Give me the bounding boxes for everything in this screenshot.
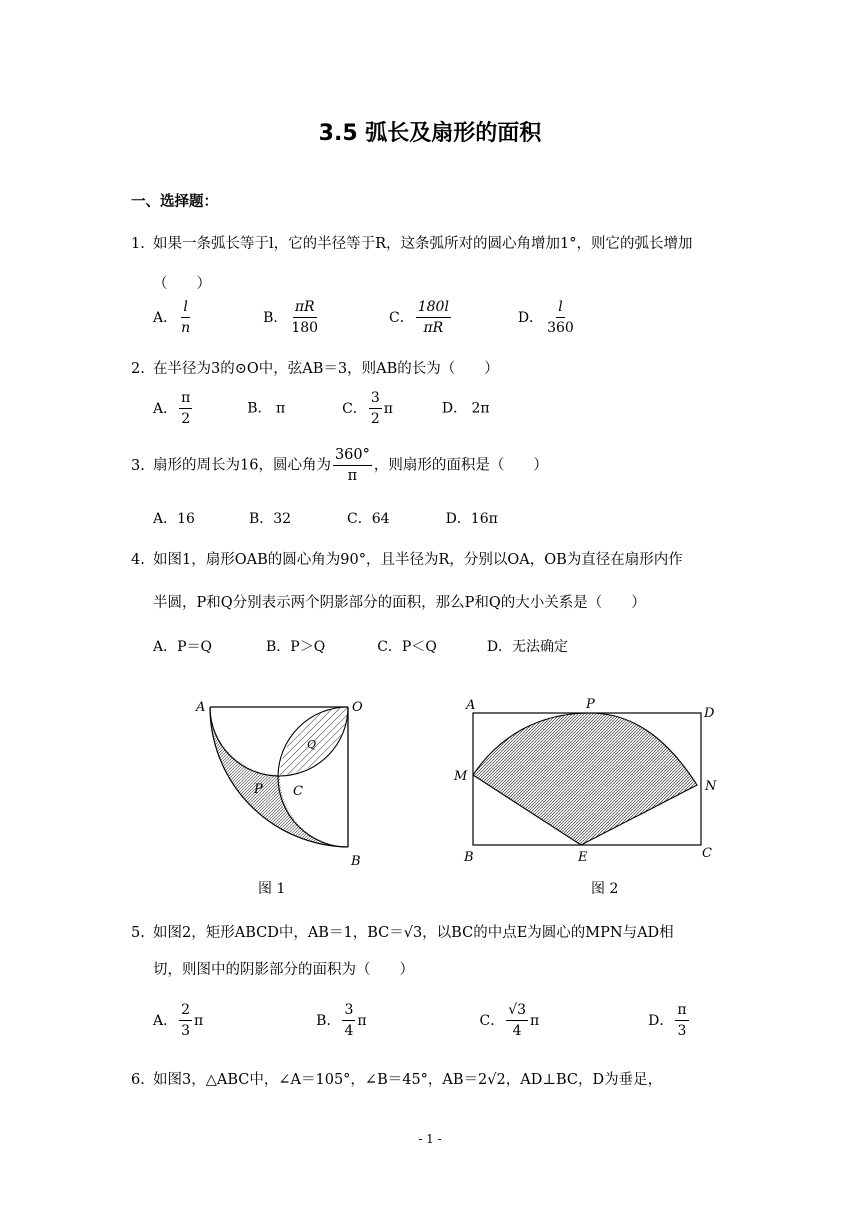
label-p: P (254, 782, 263, 797)
question-6 (131, 1068, 662, 1089)
option-b: B．32 (248, 511, 292, 527)
label-o: O (352, 700, 363, 715)
label-p: P (586, 697, 595, 712)
option-d: D． $\frac{\pi}{3}$ (648, 1002, 687, 1039)
label-m: M (454, 769, 468, 784)
option-d: D． 2π (441, 400, 490, 417)
option-c: C．P＜Q (377, 639, 437, 655)
label-a: A (466, 698, 476, 713)
label-b: B (351, 854, 361, 869)
question-5-options (153, 1000, 691, 1041)
question-text: 如图1，扇形OAB的圆心角为90°，且半径为R，分别以OA，OB为直径在扇形内作 (153, 552, 683, 568)
question-2 (131, 357, 499, 378)
option-b: B． π (247, 400, 286, 417)
question-number: 4. (131, 552, 145, 568)
question-4-options (153, 636, 568, 656)
section-heading: 一、选择题： (131, 194, 218, 210)
figure-1-caption: 图 1 (258, 881, 286, 897)
label-e: E (578, 850, 588, 865)
question-number: 6. (131, 1072, 145, 1088)
option-d: D．无法确定 (486, 639, 569, 655)
option-c: C． $\frac{√3}{4}$ π (479, 1002, 540, 1039)
label-c: C (702, 846, 712, 861)
option-b: B． $\frac{3}{4}$ π (316, 1002, 367, 1039)
label-a: A (196, 700, 206, 715)
page-title: 3.5 弧长及扇形的面积 (318, 121, 542, 146)
question-2-options (153, 388, 490, 429)
question-5-line2: 切，则图中的阴影部分的面积为（ ） (153, 962, 414, 978)
figure-2-caption: 图 2 (591, 881, 619, 897)
option-a: A．P＝Q (153, 639, 213, 655)
label-b: B (464, 850, 474, 865)
option-b: B． $\frac{\pi R}{180}$ (263, 299, 319, 336)
label-q: Q (307, 738, 317, 751)
question-4-line2: 半圆，P和Q分别表示两个阴影部分的面积，那么P和Q的大小关系是（ ） (153, 595, 646, 611)
question-number: 1. (131, 236, 145, 252)
option-a: A． $\frac{l}{n}$ (153, 299, 191, 336)
option-d: D． $\frac{l}{360}$ (517, 299, 574, 336)
question-number: 2. (131, 361, 145, 377)
question-1-paren: （ ） (153, 276, 211, 292)
option-a: A． $\frac{2}{3}$ π (153, 1002, 204, 1039)
question-text: 如图2，矩形ABCD中，AB＝1，BC＝√3，以BC的中点E为圆心的MPN与AD相 (153, 925, 674, 941)
page-number: - 1 - (418, 1132, 442, 1146)
option-c: C． $\frac{180l}{\pi R}$ (389, 299, 449, 336)
option-c: C．64 (347, 511, 390, 527)
option-b: B．P＞Q (266, 639, 326, 655)
question-number: 3. (131, 457, 145, 474)
question-1 (131, 232, 693, 253)
question-text-tail: ，则扇形的面积是（ ） (373, 457, 548, 474)
label-n: N (705, 779, 717, 794)
question-1-options (153, 297, 578, 338)
question-4 (131, 548, 683, 569)
question-number: 5. (131, 925, 145, 941)
option-a: A． $\frac{\pi}{2}$ (153, 390, 191, 427)
figure-1 (190, 695, 370, 870)
option-d: D．16π (445, 511, 498, 527)
question-3 (131, 445, 548, 486)
option-a: A．16 (153, 511, 195, 527)
figure-2 (450, 695, 730, 870)
question-5 (131, 921, 674, 942)
question-text: 在半径为3的⊙O中，弦AB＝3，则AB的长为（ ） (153, 361, 499, 377)
question-text: 如果一条弧长等于l，它的半径等于R，这条弧所对的圆心角增加1°，则它的弧长增加 (153, 236, 693, 252)
angle-fraction: $\frac{360^\circ}{\pi}$ (334, 447, 370, 484)
label-c: C (293, 784, 303, 799)
question-text: 扇形的周长为16，圆心角为 (153, 457, 331, 474)
option-c: C． $\frac{3}{2}$ π (342, 390, 393, 427)
label-d: D (704, 706, 715, 721)
question-3-options (153, 508, 498, 528)
question-text: 如图3，△ABC中，∠A＝105°，∠B＝45°，AB＝2√2，AD⊥BC，D为垂足， (153, 1072, 663, 1088)
